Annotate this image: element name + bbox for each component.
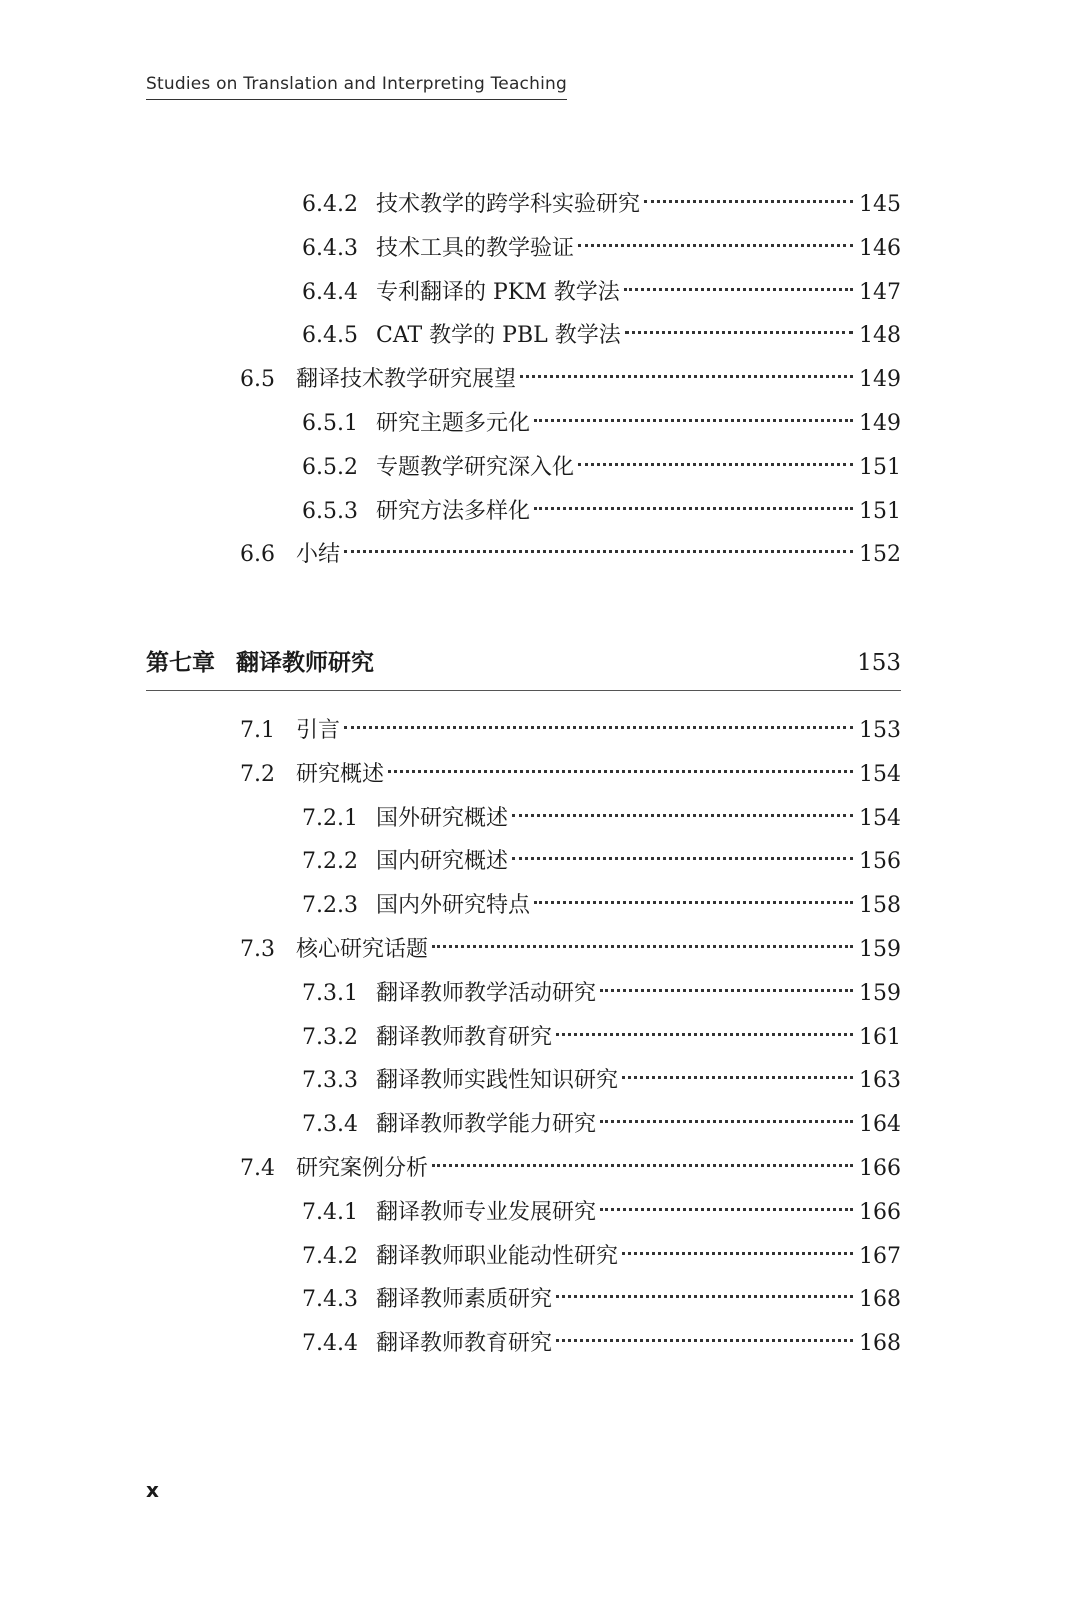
toc-entry-title: 国外研究概述 xyxy=(376,805,509,831)
leader-dots xyxy=(556,1338,853,1342)
toc-entry[interactable] xyxy=(302,802,901,836)
leader-dots xyxy=(556,1294,853,1298)
toc-entry[interactable] xyxy=(302,1108,901,1142)
toc-entry-title: 专题教学研究深入化 xyxy=(376,454,575,480)
chapter-number: 第七章 xyxy=(146,650,215,676)
toc-entry-title: 研究概述 xyxy=(296,761,385,787)
toc-entry-number: 6.5 xyxy=(240,367,275,393)
running-head: Studies on Translation and Interpreting Teaching xyxy=(146,74,567,100)
toc-entry-page: 167 xyxy=(859,1243,901,1269)
leader-dots xyxy=(644,199,853,203)
toc-entry[interactable] xyxy=(240,363,901,397)
toc-entry-number: 7.3.3 xyxy=(302,1068,358,1094)
toc-entry-page: 149 xyxy=(859,367,901,393)
leader-dots xyxy=(344,549,853,553)
toc-entry-number: 6.4.4 xyxy=(302,279,358,305)
toc-entry[interactable] xyxy=(302,1196,901,1230)
toc-entry-number: 7.2.3 xyxy=(302,893,358,919)
leader-dots xyxy=(622,1251,853,1255)
toc-entry-page: 161 xyxy=(859,1024,901,1050)
toc-entry-page: 149 xyxy=(859,411,901,436)
toc-entry-page: 166 xyxy=(859,1156,901,1181)
toc-entry-title: 技术教学的跨学科实验研究 xyxy=(376,192,641,217)
toc-entry[interactable] xyxy=(240,758,901,792)
toc-entry-page: 163 xyxy=(859,1068,901,1094)
toc-entry-number: 7.2.1 xyxy=(302,805,358,831)
toc-entry[interactable] xyxy=(302,407,901,441)
toc-entry-page: 158 xyxy=(859,893,901,919)
toc-entry[interactable] xyxy=(240,714,901,748)
toc-entry-title: 研究案例分析 xyxy=(296,1156,429,1181)
toc-entry[interactable] xyxy=(302,495,901,529)
toc-entry-number: 6.5.3 xyxy=(302,498,358,524)
toc-entry-title: 翻译教师教学活动研究 xyxy=(376,980,597,1006)
toc-entry-page: 154 xyxy=(859,761,901,787)
toc-entry[interactable] xyxy=(240,933,901,967)
leader-dots xyxy=(534,418,853,422)
leader-dots xyxy=(556,1032,853,1036)
toc-entry-number: 7.4 xyxy=(240,1156,275,1181)
toc-entry-page: 168 xyxy=(859,1331,901,1357)
toc-entry-page: 166 xyxy=(859,1199,901,1225)
toc-entry-number: 6.4.5 xyxy=(302,323,358,349)
toc-entry-page: 147 xyxy=(859,279,901,305)
toc-entry-number: 7.3.4 xyxy=(302,1112,358,1138)
toc-entry-number: 7.3 xyxy=(240,937,275,962)
toc-entry-page: 151 xyxy=(859,454,901,480)
leader-dots xyxy=(520,374,853,378)
toc-entry[interactable] xyxy=(302,1283,901,1317)
leader-dots xyxy=(622,1075,853,1079)
leader-dots xyxy=(578,243,853,247)
chapter-page: 153 xyxy=(857,650,901,676)
toc-entry-page: 156 xyxy=(859,849,901,875)
toc-entry-number: 7.4.3 xyxy=(302,1287,358,1313)
toc-entry[interactable] xyxy=(240,1152,901,1186)
toc-entry[interactable] xyxy=(302,845,901,879)
leader-dots xyxy=(534,900,853,904)
leader-dots xyxy=(534,506,853,510)
leader-dots xyxy=(432,1163,853,1167)
toc-entry[interactable] xyxy=(240,538,901,572)
toc-entry-number: 7.4.1 xyxy=(302,1199,358,1225)
toc-entry-page: 146 xyxy=(859,235,901,261)
toc-entry-title: 翻译教师教学能力研究 xyxy=(376,1112,597,1138)
toc-entry[interactable] xyxy=(302,1021,901,1055)
toc-entry-page: 151 xyxy=(859,498,901,524)
toc-entry-title: 技术工具的教学验证 xyxy=(376,235,575,261)
toc-entry[interactable] xyxy=(302,1327,901,1361)
toc-entry-title: 翻译教师教育研究 xyxy=(376,1331,553,1357)
toc-entry-title: 专利翻译的 PKM 教学法 xyxy=(376,279,620,305)
toc-entry-title: 翻译教师实践性知识研究 xyxy=(376,1068,619,1094)
toc-entry-number: 7.1 xyxy=(240,718,275,743)
leader-dots xyxy=(578,462,853,466)
toc-entry-number: 7.4.2 xyxy=(302,1243,358,1269)
leader-dots xyxy=(388,769,853,773)
toc-entry-number: 6.6 xyxy=(240,542,275,568)
toc-entry-number: 6.4.3 xyxy=(302,235,358,261)
toc-entry-title: 国内外研究特点 xyxy=(376,893,531,919)
toc-entry-title: 翻译教师素质研究 xyxy=(376,1287,553,1313)
toc-entry[interactable] xyxy=(302,188,901,222)
toc-entry-title: CAT 教学的 PBL 教学法 xyxy=(376,323,621,349)
toc-entry-number: 7.3.1 xyxy=(302,980,358,1006)
toc-entry-title: 翻译技术教学研究展望 xyxy=(296,367,517,393)
chapter-title: 翻译教师研究 xyxy=(236,650,374,676)
toc-entry[interactable] xyxy=(302,319,901,353)
toc-entry-page: 168 xyxy=(859,1287,901,1313)
leader-dots xyxy=(625,330,853,334)
toc-entry[interactable] xyxy=(302,451,901,485)
chapter-rule xyxy=(146,690,901,691)
toc-entry-number: 7.2 xyxy=(240,761,275,787)
toc-entry-title: 小结 xyxy=(296,542,341,568)
toc-entry-page: 152 xyxy=(859,542,901,568)
toc-entry-number: 7.2.2 xyxy=(302,849,358,875)
toc-entry-page: 148 xyxy=(859,323,901,349)
toc-entry-page: 154 xyxy=(859,805,901,831)
toc-entry-page: 159 xyxy=(859,980,901,1006)
leader-dots xyxy=(600,1119,853,1123)
toc-entry-title: 翻译教师职业能动性研究 xyxy=(376,1243,619,1269)
toc-entry-title: 引言 xyxy=(296,718,341,743)
leader-dots xyxy=(512,813,853,817)
toc-entry-page: 164 xyxy=(859,1112,901,1138)
toc-entry[interactable] xyxy=(302,977,901,1011)
toc-entry[interactable] xyxy=(302,889,901,923)
toc-entry[interactable] xyxy=(302,1240,901,1274)
toc-entry-title: 翻译教师教育研究 xyxy=(376,1024,553,1050)
toc-entry-number: 7.4.4 xyxy=(302,1331,358,1357)
toc-entry-number: 6.5.2 xyxy=(302,454,358,480)
toc-entry-number: 7.3.2 xyxy=(302,1024,358,1050)
toc-entry-page: 159 xyxy=(859,937,901,962)
leader-dots xyxy=(512,856,853,860)
toc-entry[interactable] xyxy=(302,1064,901,1098)
toc-entry-number: 6.5.1 xyxy=(302,411,358,436)
toc-entry[interactable] xyxy=(302,232,901,266)
toc-entry-title: 国内研究概述 xyxy=(376,849,509,875)
leader-dots xyxy=(600,988,853,992)
toc-entry-title: 研究主题多元化 xyxy=(376,411,531,436)
leader-dots xyxy=(432,944,853,948)
page-folio: x xyxy=(146,1478,159,1502)
toc-entry-title: 研究方法多样化 xyxy=(376,498,531,524)
leader-dots xyxy=(600,1207,853,1211)
toc-entry-title: 核心研究话题 xyxy=(296,937,429,962)
leader-dots xyxy=(344,725,853,729)
toc-entry-page: 145 xyxy=(859,192,901,217)
chapter-heading[interactable] xyxy=(146,644,901,677)
toc-entry-title: 翻译教师专业发展研究 xyxy=(376,1199,597,1225)
leader-dots xyxy=(624,287,853,291)
toc-entry[interactable] xyxy=(302,276,901,310)
toc-entry-page: 153 xyxy=(859,718,901,743)
toc-entry-number: 6.4.2 xyxy=(302,192,358,217)
